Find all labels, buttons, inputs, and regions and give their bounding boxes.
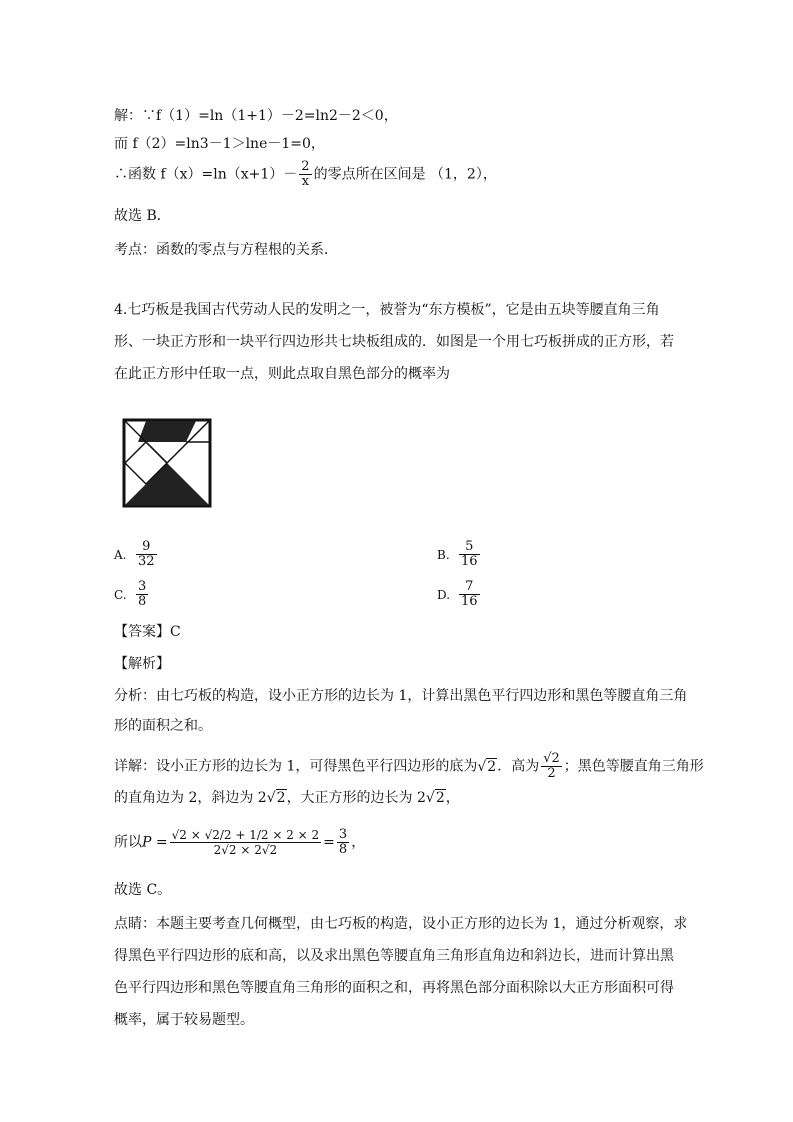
frac-den: 16 [461,594,478,609]
fraction-sqrt2-over-2 [541,752,562,781]
sqrt-2: √2 [425,790,445,806]
sqrt-radicand: 2 [276,790,286,806]
option-d-label: D. [437,587,451,602]
solution-line-1: 解：∵f（1）=ln（1+1）－2=ln2－2＜0， [114,108,398,124]
answer: 【答案】C [114,624,181,640]
frac-num: 9 [142,539,151,554]
frac-den: 2√2 × 2√2 [170,842,322,857]
frac-den: x [299,174,311,189]
prob-eq: = [323,834,335,851]
fraction-2-over-x [299,160,311,189]
frac-den: 32 [138,554,155,569]
detail-line-2 [114,788,460,808]
solution-line-4: 故选 B． [114,208,171,224]
option-c [114,580,150,609]
frac-den: 16 [461,554,478,569]
detail-line [114,752,704,781]
frac-num: √2 [543,751,560,766]
black-parallelogram [138,421,196,442]
frac-num: √2 × √2/2 + 1/2 × 2 × 2 [171,828,320,842]
frac-num: 5 [465,539,474,554]
option-b [437,540,482,569]
line4-text-c: ， [445,790,460,806]
frac-num: 3 [338,827,348,842]
frac-den: 8 [138,594,147,609]
prob-end: ， [351,834,366,851]
frac-num: 7 [465,579,474,594]
option-a-label: A. [114,547,127,562]
analysis-line-2: 形的面积之和。 [114,718,212,734]
question-line-3: 在此正方形中任取一点，则此点取自黑色部分的概率为 [114,366,450,382]
solution-line-3-pre: ∴函数 f（x）=ln（x+1）－ [114,166,298,183]
option-c-frac [136,580,148,609]
sqrt-radicand: 2 [435,790,445,806]
tangram-figure [122,418,214,508]
option-d [437,580,482,609]
question-line-1: 4.七巧板是我国古代劳动人民的发明之一，被誉为“东方模板”，它是由五块等腰直角三角 [114,302,660,318]
detail-text-a: 详解：设小正方形的边长为 1，可得黑色平行四边形的底为 [114,758,478,775]
line4-text-b: ，大正方形的边长为 2 [286,790,426,806]
frac-num: 3 [138,579,147,594]
sqrt-radicand: 2 [487,758,497,775]
prob-p: P = [142,834,168,851]
option-a-frac [136,540,157,569]
line4-text-a: 的直角边为 2，斜边为 2 [114,790,267,806]
solution-line-3 [114,160,497,189]
option-b-frac [459,540,480,569]
prob-prefix: 所以 [114,834,142,851]
sqrt-2: √2 [477,758,497,775]
frac-den: 2 [541,766,562,781]
comment-line-4: 概率，属于较易题型。 [114,1012,254,1028]
option-b-label: B. [437,547,450,562]
frac-num: 2 [301,159,310,174]
result-fraction [337,828,349,857]
sqrt-2: √2 [266,790,286,806]
solution-line-5: 考点：函数的零点与方程根的关系． [114,242,338,258]
option-d-frac [459,580,480,609]
option-a [114,540,159,569]
comment-line-3: 色平行四边形和黑色等腰直角三角形的面积之和，再将黑色部分面积除以大正方形面积可得 [114,980,674,996]
option-c-label: C. [114,587,127,602]
probability-line [114,828,365,857]
solution-line-2: 而 f（2）=ln3－1＞lne－1=0， [114,136,325,152]
detail-text-c: ；黑色等腰直角三角形 [563,758,704,775]
probability-fraction [170,828,322,857]
choose-line: 故选 C。 [114,882,172,898]
solution-line-3-post: 的零点所在区间是 （1，2）， [313,166,497,183]
analysis-title: 【解析】 [114,656,170,672]
analysis-line-1: 分析：由七巧板的构造，设小正方形的边长为 1，计算出黑色平行四边形和黑色等腰直角三角 [114,688,688,704]
detail-text-b: ．高为 [497,758,540,775]
question-line-2: 形、一块正方形和一块平行四边形共七块板组成的．如图是一个用七巧板拼成的正方形，若 [114,334,674,350]
comment-line-2: 得黑色平行四边形的底和高，以及求出黑色等腰直角三角形直角边和斜边长，进而计算出黑 [114,948,674,964]
comment-line-1: 点睛：本题主要考查几何概型，由七巧板的构造，设小正方形的边长为 1，通过分析观察，求 [114,916,688,932]
frac-den: 8 [338,842,348,857]
